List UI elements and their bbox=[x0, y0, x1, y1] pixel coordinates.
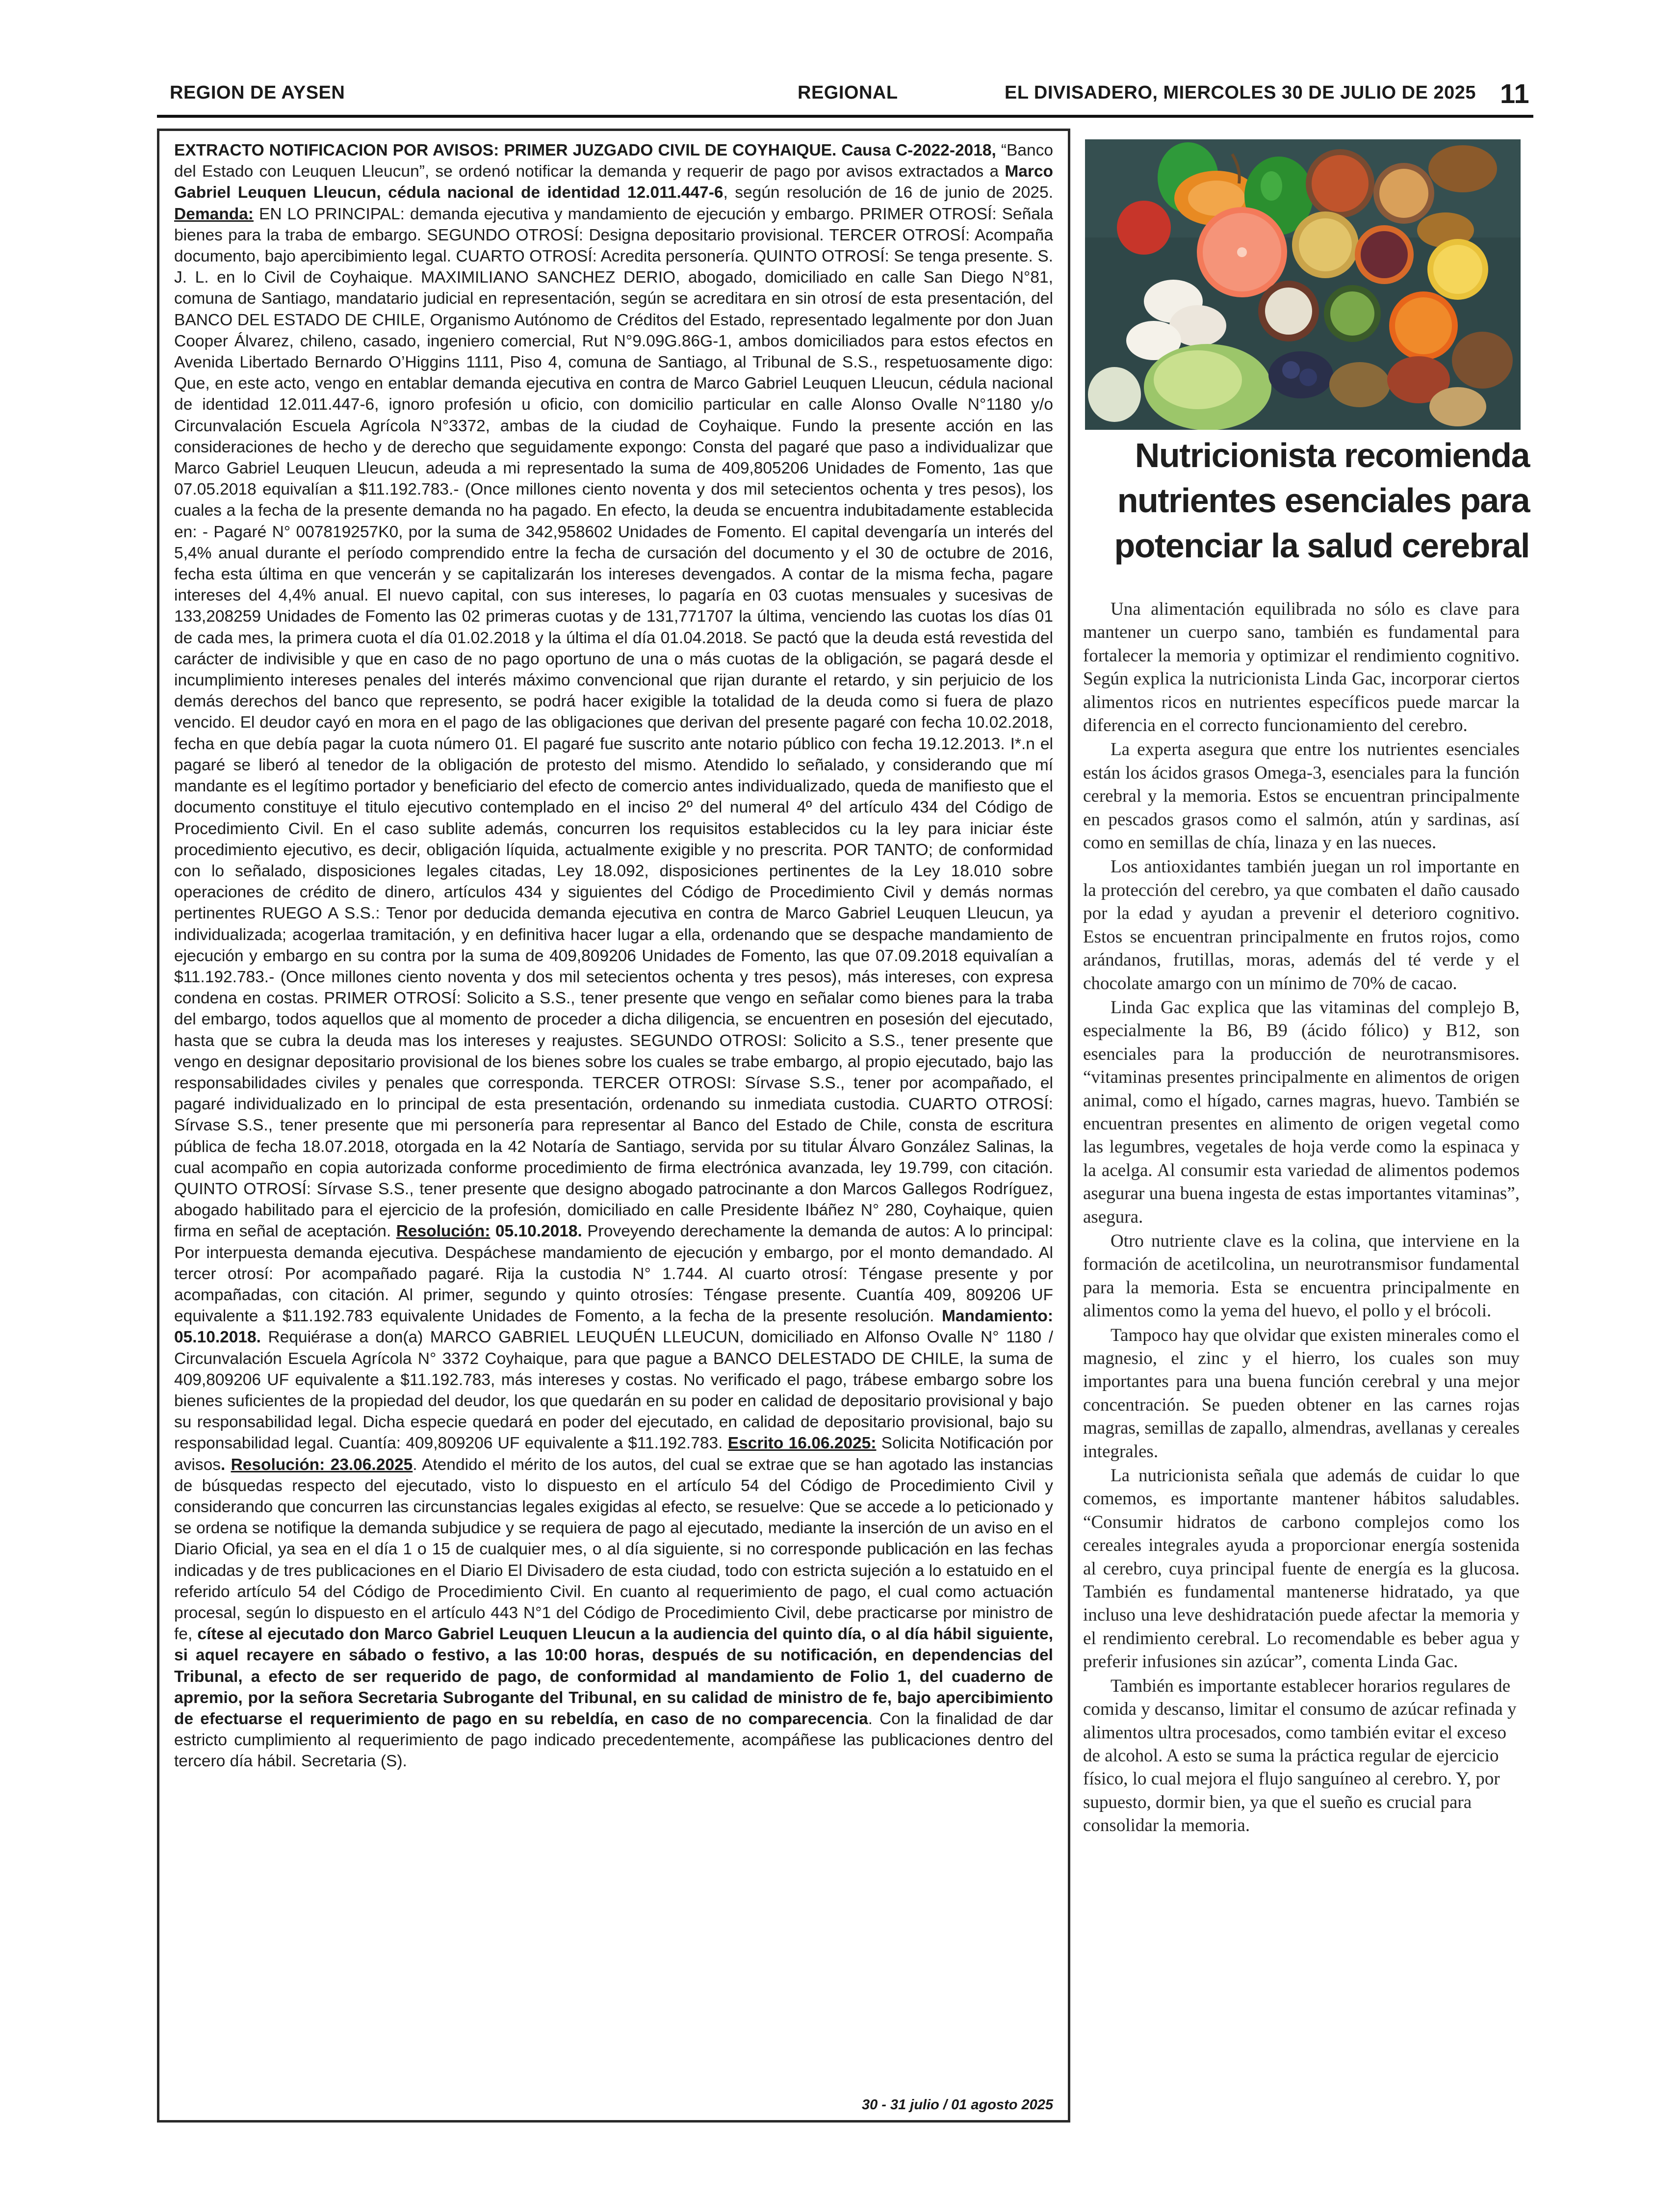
article-body bbox=[1083, 598, 1520, 1838]
legal-notice-text bbox=[174, 140, 1053, 1772]
notice-text: Requiérase a don(a) MARCO GABRIEL LEUQUÉN LLEUCUN, domiciliado en Alfonso Ovalle N° 1180 / Circunvalación Escuela Agrícola N° 3372 Coyhaique, para que pague a BANCO DELESTADO DE CHILE, la suma de 409,809206 UF equivalente a $11.192.783, más intereses y costas. No verificado el pago, trábese embargo sobre los bienes suficientes de la propiedad del deudor, los que quedarán en su poder en calidad de depositario provisional y bajo su responsabilidad legal. Dicha especie quedará en poder del ejecutado, en calidad de depositario provisional, bajo su responsabilidad legal. Cuantía: 409,809206 UF equivalente a $11.192.783. bbox=[174, 1328, 1053, 1453]
notice-demanda-label: Demanda: bbox=[174, 205, 254, 223]
food-illustration bbox=[1085, 139, 1521, 430]
notice-resolucion-label: Resolución: bbox=[396, 1222, 491, 1241]
notice-escrito-label: Escrito 16.06.2025: bbox=[727, 1434, 877, 1453]
notice-text: , según resolución de 16 de junio de 2025. bbox=[723, 184, 1053, 202]
notice-text: . Con la finalidad de dar estricto cumplimiento al requerimiento de pago indicado precedentemente, acompáñese las publicaciones dentro del tercero día hábil. Secretaria (S). bbox=[174, 1710, 1053, 1771]
dateline: EL DIVISADERO, MIERCOLES 30 DE JULIO DE 2025 bbox=[1005, 82, 1476, 103]
notice-text: Solicita Notificación por avisos bbox=[174, 1434, 1053, 1474]
notice-title: EXTRACTO NOTIFICACION POR AVISOS: PRIMER JUZGADO CIVIL DE COYHAIQUE. Causa C-2022-2018, bbox=[174, 141, 996, 159]
header-rule bbox=[157, 115, 1533, 118]
category-name: REGIONAL bbox=[798, 82, 898, 103]
food-photo bbox=[1085, 139, 1521, 430]
notice-text: . Atendido el mérito de los autos, del cual se extrae que se han agotado las instancias de búsquedas respecto del ejecutado, visto lo dispuesto en el artículo 54 del Código de Procedimiento Civil y considerando que concurren las circunstancias legales exigidas al efecto, se resuelve: Que se accede a lo peticionado y se ordena se notifique la demanda subjudice y se requiera de pago al ejecutado, mediante la inserción de un aviso en el Diario Oficial, ya sea en el día 1 o 15 de cualquier mes, o al día siguiente, si no corresponde publicación en las fechas indicadas y de tres publicaciones en el Diario El Divisadero de esta ciudad, todo con estricta sujeción a lo estatuido en el referido artículo 54 del Código de Procedimiento Civil. En cuanto al requerimiento de pago, el cual como actuación procesal, según lo dispuesto en el artículo 443 N°1 del Código de Procedimiento Civil, debe practicarse por ministro de fe, bbox=[174, 1455, 1053, 1644]
article-paragraph: Tampoco hay que olvidar que existen minerales como el magnesio, el zinc y el hierro, los cuales son muy importantes para una buena función cerebral y una mejor concentración. Se pueden obtener en las carnes rojas magras, semillas de zapallo, almendras, avellanas y cereales integrales. bbox=[1083, 1325, 1520, 1462]
notice-mandamiento-label: Mandamiento: 05.10.2018. bbox=[174, 1307, 1053, 1347]
publication-dates: 30 - 31 julio / 01 agosto 2025 bbox=[861, 2097, 1053, 2113]
notice-text: Proveyendo derechamente la demanda de autos: A lo principal: Por interpuesta demanda ejecutiva. Despáchese mandamiento de ejecución y embargo, por el monto demandado. Al tercer otrosí: Por acompañado pagaré. Rija la custodia N° 1.744. Al cuarto otrosí: Téngase presente y por acompañadas, con citación. Al primer, segundo y quinto otrosíes: Téngase presente. Cuantía 409, 809206 UF equivalente a $11.192.783 equivalente Unidades de Fomento, a la fecha de la presente resolución. bbox=[174, 1222, 1054, 1326]
notice-resolucion-date: 05.10.2018. bbox=[490, 1222, 582, 1241]
article-paragraph: Linda Gac explica que las vitaminas del complejo B, especialmente la B6, B9 (ácido fólico) y B12, son esenciales para la producción de neurotransmisores. “vitaminas presentes principalmente en alimentos de origen animal, como el hígado, carnes magras, huevo. También se encuentran presentes en alimento de origen vegetal como las legumbres, vegetales de hoja verde como la espinaca y la acelga. Al consumir esta variedad de alimentos podemos asegurar una buena ingesta de estas importantes vitaminas”, asegura. bbox=[1083, 997, 1520, 1227]
article-paragraph: Los antioxidantes también juegan un rol importante en la protección del cerebro, ya que combaten el daño causado por la edad y ayudan a prevenir el deterioro cognitivo. Estos se encuentran principalmente en frutos rojos, como arándanos, frutillas, moras, además del té verde y el chocolate amargo con un mínimo de 70% de cacao. bbox=[1083, 857, 1520, 994]
article-paragraph: Otro nutriente clave es la colina, que interviene en la formación de acetilcolina, un neurotransmisor fundamental para la memoria. Esta se encuentra principalmente en alimentos como la yema del huevo, el pollo y el brócoli. bbox=[1083, 1231, 1520, 1321]
article-paragraph: También es importante establecer horarios regulares de comida y descanso, limitar el consumo de azúcar refinada y alimentos ultra procesados, como también evitar el exceso de alcohol. A esto se suma la práctica regular de ejercicio físico, lo cual mejora el flujo sanguíneo al cerebro. Y, por supuesto, dormir bien, ya que el sueño es crucial para consolidar la memoria. bbox=[1083, 1676, 1517, 1836]
notice-text: EN LO PRINCIPAL: demanda ejecutiva y mandamiento de ejecución y embargo. PRIMER OTROSÍ: Señala bienes para la traba de embargo. SEGUNDO OTROSÍ: Designa depositario provisional. TERCER OTROSÍ: Acompaña documento, bajo apercibimiento legal. CUARTO OTROSÍ: Acredita personería. QUINTO OTROSÍ: Se tenga presente. S. J. L. en lo Civil de Coyhaique. MAXIMILIANO SANCHEZ DERIO, abogado, domiciliado en calle San Diego N°81, comuna de Santiago, mandatario judicial en representación, según se acreditara en sin otrosí de esta presentación, del BANCO DEL ESTADO DE CHILE, Organismo Autónomo de Créditos del Estado, representado legalmente por don Juan Cooper Álvarez, chileno, casado, ingeniero comercial, Rut N°9.09G.86G-1, ambos domiciliados para estos efectos en Avenida Libertado Bernardo O’Higgins 1111, Piso 4, comuna de Santiago, al Tribunal de S.S., respetuosamente digo: Que, en este acto, vengo en entablar demanda ejecutiva en contra de Marco Gabriel Leuquen Lleucun, cédula nacional de identidad 12.011.447-6, ignoro profesión u oficio, con domicilio particular en calle Alonso Ovalle N°1180 y/o Circunvalación Escuela Agrícola N°3372, ambas de la ciudad de Coyhaique. Fundo la presente acción en las consideraciones de hecho y de derecho que seguidamente expongo: Consta del pagaré que paso a individualizar que Marco Gabriel Leuquen Lleucun, adeuda a mi representado la suma de 409,805206 Unidades de Fomento, 1as que 07.05.2018 equivalían a $11.192.783.- (Once millones ciento noventa y dos mil setecientos ochenta y tres pesos), los cuales a la fecha de la presente demanda no ha pagado. En efecto, la deuda se encuentra indubitadamente establecida en: - Pagaré N° 007819257K0, por la suma de 342,958602 Unidades de Fomento. El capital devengaría un interés del 5,4% anual durante el período comprendido entre la fecha de cursación del documento y el 30 de octubre de 2016, fecha esta última en que vencerán y se capitalizarán los intereses devengados. A contar de la misma fecha, pagare intereses del 4,4% anual. El nuevo capital, con sus intereses, lo pagaría en 03 cuotas mensuales y sucesivas de 133,208259 Unidades de Fomento las 02 primeras cuotas y de 131,771707 la última, venciendo las cuotas los días 01 de cada mes, la primera cuota el día 01.02.2018 y la última el día 01.04.2018. Se pactó que la deuda está revestida del carácter de indivisible y que en caso de no pago oportuno de una o más cuotas de la obligación, se pagará desde el incumplimiento intereses penales del interés máximo convencional que rijan durante el retardo, y sin perjuicio de los demás derechos del banco que represento, se podrá hacer exigible la totalidad de la deuda como si fuera de plazo vencido. El deudor cayó en mora en el pago de las obligaciones que derivan del presente pagaré con fecha 10.02.2018, fecha en que debía pagar la cuota número 01. El pagaré fue suscrito ante notario público con fecha 19.12.2013. I*.n el pagaré se liberó al tenedor de la obligación de protesto del mismo. Atendido lo señalado, y considerando que mí mandante es el legítimo portador y beneficiario del efecto de comercio antes individualizado, queda de manifiesto que el documento constituye el titulo ejecutivo contemplado en el inciso 2º del numeral 4º del artículo 434 del Código de Procedimiento Civil. En el caso sublite además, concurren los requisitos establecidos cu la ley para iniciar éste procedimiento ejecutivo, es decir, obligación líquida, actualmente exigible y no prescrita. POR TANTO; de conformidad con lo señalado, disposiciones legales citadas, Ley 18.092, disposiciones pertinentes de la Ley 18.010 sobre operaciones de crédito de dinero, artículos 434 y siguientes del Código de Procedimiento Civil y demás normas pertinentes RUEGO A S.S.: Tenor por deducida demanda ejecutiva en contra de Marco Gabriel Leuquen Lleucun, ya individualizada; acogerlaa tramitación, y en definitiva hacer lugar a ella, ordenando que se despache mandamiento de ejecución y embargo en su contra por la suma de 409,809206 Unidades de Fomento, las que 07.09.2018 equivalían a $11.192.783.- (Once millones ciento noventa y dos mil setecientos ochenta y tres pesos), más intereses, con expresa condena en costas. PRIMER OTROSÍ: Solicito a S.S., tener presente que vengo en señalar como bienes para la traba del embargo, todos aquellos que al momento de proceder a dicha diligencia, se encuentren en posesión del ejecutado, hasta que se cubra la deuda mas los intereses y reajustes. SEGUNDO OTROSI: Solicito a S.S., tener presente que vengo en designar depositario provisional de los bienes sobre los cuales se trabe embargo, al propio ejecutado, bajo las responsabilidades civiles y penales que corresponda. TERCER OTROSI: Sírvase S.S., tener por acompañado, el pagaré individualizado en lo principal de esta presentación, ordenando su inmediata custodia. CUARTO OTROSÍ: Sírvase S.S., tener presente que mi personería para representar al Banco del Estado de Chile, consta de escritura pública de fecha 18.07.2018, otorgada en la 42 Notaría de Santiago, servida por su titular Álvaro González Salinas, la cual acompaño en copia autorizada conforme procedimiento de firma electrónica avanzada, ley 19.799, con citación. QUINTO OTROSÍ: Sírvase S.S., tener presente que designo abogado patrocinante a don Marcos Gallegos Rodríguez, abogado habilitado para el ejercicio de la profesión, domiciliado en calle Presidente Ibáñez N° 280, Coyhaique, quien firma en señal de aceptación. bbox=[174, 205, 1053, 1241]
article-headline: Nutricionista recomienda nutrientes esenciales para potenciar la salud cerebral bbox=[1114, 436, 1529, 565]
notice-bold: . bbox=[220, 1455, 231, 1474]
page-number: 11 bbox=[1500, 78, 1530, 109]
section-name: REGION DE AYSEN bbox=[170, 82, 345, 103]
notice-resolucion2-label: Resolución: 23.06.2025 bbox=[231, 1455, 413, 1474]
article-paragraph: La nutricionista señala que además de cuidar lo que comemos, es importante mantener hábitos saludables. “Consumir hidratos de carbono complejos como los cereales integrales ayuda a proporcionar energía sostenida al cerebro, cuya principal fuente de energía es la glucosa. También es fundamental mantenerse hidratado, ya que incluso una leve deshidratación puede afectar la memoria y el rendimiento cerebral. Lo recomendable es beber agua y preferir infusiones sin azúcar”, comenta Linda Gac. bbox=[1083, 1466, 1520, 1672]
article-paragraph: Una alimentación equilibrada no sólo es clave para mantener un cuerpo sano, también es fundamental para fortalecer la memoria y optimizar el rendimiento cognitivo. Según explica la nutricionista Linda Gac, incorporar ciertos alimentos ricos en nutrientes específicos puede marcar la diferencia en el correcto funcionamiento del cerebro. bbox=[1083, 599, 1520, 736]
legal-notice-box bbox=[157, 129, 1070, 2123]
notice-bold: Marco Gabriel Leuquen Lleucun, cédula nacional de identidad 12.011.447-6 bbox=[174, 162, 1053, 202]
notice-text: “Banco del Estado con Leuquen Lleucun”, se ordenó notificar la demanda y requerir de pago por avisos extractados a bbox=[174, 141, 1053, 181]
notice-bold-citation: cítese al ejecutado don Marco Gabriel Leuquen Lleucun a la audiencia del quinto día, o al día hábil siguiente, si aquel recayere en sábado o festivo, a las 10:00 horas, después de su notificación, en dependencias del Tribunal, a efecto de ser requerido de pago, de conformidad al mandamiento de Folio 1, del cuaderno de apremio, por la señora Secretaria Subrogante del Tribunal, en su calidad de ministro de fe, bajo apercibimiento de efectuarse el requerimiento de pago en su rebeldía, en caso de no comparecencia bbox=[174, 1625, 1053, 1729]
article-paragraph: La experta asegura que entre los nutrientes esenciales están los ácidos grasos Omega-3, esenciales para la función cerebral y la memoria. Estos se encuentran principalmente en pescados grasos como el salmón, atún y sardinas, así como en semillas de chía, linaza y en las nueces. bbox=[1083, 739, 1520, 853]
